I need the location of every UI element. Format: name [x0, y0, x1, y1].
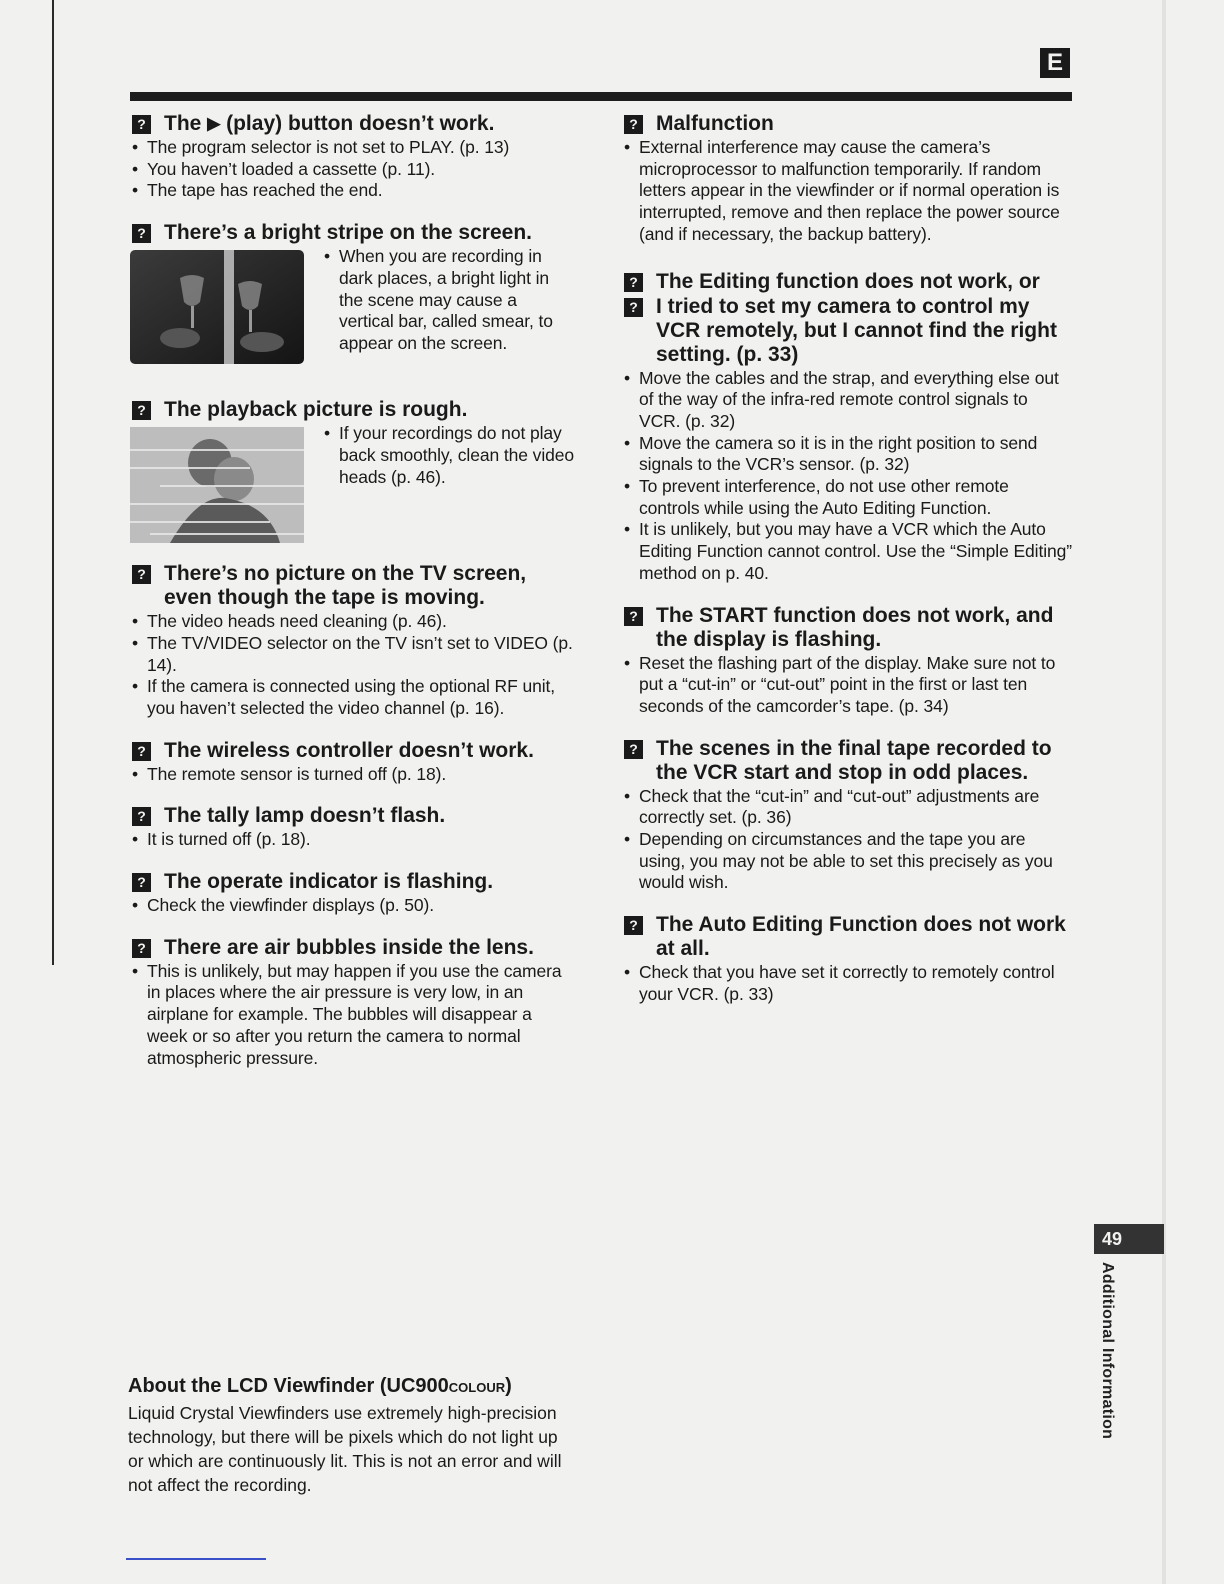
section-heading [130, 112, 575, 136]
scan-edge [52, 0, 54, 965]
heading-text: There’s a bright stripe on the screen. [164, 221, 532, 245]
bullet-list [622, 786, 1072, 895]
section-play-button [130, 112, 575, 202]
bullet-item: • To prevent interference, do not use other remote controls while using the Auto Editing Function. [622, 476, 1072, 519]
right-column [622, 112, 1072, 1025]
play-triangle-icon: ▶ [207, 114, 221, 133]
bullet-list [322, 246, 575, 355]
section-heading [622, 270, 1072, 294]
bullet-item: • The remote sensor is turned off (p. 18). [130, 764, 575, 786]
question-box-icon: ? [132, 224, 151, 243]
bullet-item: • You haven’t loaded a cassette (p. 11). [130, 159, 575, 181]
question-box-icon: ? [132, 742, 151, 761]
bullet-list [130, 764, 575, 786]
language-badge: E [1040, 48, 1070, 78]
bullet-item: • The TV/VIDEO selector on the TV isn’t set to VIDEO (p. 14). [130, 633, 575, 676]
section-bright-stripe [130, 221, 575, 364]
question-box-icon: ? [624, 273, 643, 292]
section-start-function [622, 604, 1072, 718]
heading-text: The playback picture is rough. [164, 398, 468, 422]
section-heading [130, 804, 575, 828]
question-box-icon: ? [624, 607, 643, 626]
question-box-icon: ? [132, 939, 151, 958]
bullet-item: • Check that you have set it correctly to remotely control your VCR. (p. 33) [622, 962, 1072, 1005]
bullet-item: • The program selector is not set to PLAY. (p. 13) [130, 137, 575, 159]
bullet-list [622, 962, 1072, 1005]
bullet-item: • The tape has reached the end. [130, 180, 575, 202]
section-heading [622, 737, 1072, 785]
section-wireless-controller [130, 739, 575, 786]
bullet-list [130, 895, 575, 917]
section-heading [622, 604, 1072, 652]
heading-text: The START function does not work, and the display is flashing. [656, 603, 1054, 651]
bullet-item: • The video heads need cleaning (p. 46). [130, 611, 575, 633]
heading-text: I tried to set my camera to control my VCR remotely, but I cannot find the right setting. (p. 33) [656, 294, 1057, 366]
section-heading [130, 221, 575, 245]
section-auto-editing [622, 913, 1072, 1005]
section-heading [130, 398, 575, 422]
section-heading [130, 562, 575, 610]
bullet-item: • Move the cables and the strap, and everything else out of the way of the infra-red remote control signals to VCR. (p. 32) [622, 368, 1072, 433]
question-box-icon: ? [624, 740, 643, 759]
heading-text: There’s no picture on the TV screen, even though the tape is moving. [164, 562, 527, 610]
smear-example-photo [130, 250, 304, 364]
heading-text: The scenes in the final tape recorded to the VCR start and stop in odd places. [656, 736, 1052, 784]
section-operate-indicator [130, 870, 575, 917]
bullet-item: • When you are recording in dark places, a bright light in the scene may cause a vertical bar, called smear, to appear on the screen. [322, 246, 575, 355]
heading-text: The Auto Editing Function does not work at all. [656, 913, 1066, 961]
section-side-label: Additional Information [1099, 1262, 1116, 1440]
scan-edge-right [1162, 0, 1166, 1584]
bullet-list [322, 423, 575, 488]
header-rule [130, 92, 1072, 101]
bullet-list [622, 137, 1072, 246]
bullet-item: • External interference may cause the camera’s microprocessor to malfunction temporarily. If random letters appear in the viewfinder or if normal operation is interrupted, remove and then replace the power source (and if necessary, the backup battery). [622, 137, 1072, 246]
about-body: Liquid Crystal Viewfinders use extremely high-precision technology, but there will be pixels which do not light up or which are continuously lit. This is not an error and will not affect the recording. [128, 1403, 562, 1495]
bullet-list [130, 961, 575, 1070]
heading-text: The tally lamp doesn’t flash. [164, 804, 446, 828]
question-box-icon: ? [132, 873, 151, 892]
bullet-item: • It is turned off (p. 18). [130, 829, 575, 851]
bullet-item: • If your recordings do not play back smoothly, clean the video heads (p. 46). [322, 423, 575, 488]
bullet-item: • Depending on circumstances and the tape you are using, you may not be able to set this precisely as you would wish. [622, 829, 1072, 894]
section-heading [130, 739, 575, 763]
heading-text: There are air bubbles inside the lens. [164, 935, 534, 959]
bullet-item: • Move the camera so it is in the right position to send signals to the VCR’s sensor. (p. 32) [622, 433, 1072, 476]
section-heading [622, 913, 1072, 961]
bullet-item: • Check the viewfinder displays (p. 50). [130, 895, 575, 917]
question-box-icon: ? [624, 115, 643, 134]
section-heading [130, 936, 575, 960]
bullet-item: • If the camera is connected using the optional RF unit, you haven’t selected the video channel (p. 16). [130, 676, 575, 719]
left-column [130, 112, 575, 1088]
section-malfunction [622, 112, 1072, 246]
question-box-icon: ? [132, 115, 151, 134]
section-heading [130, 870, 575, 894]
section-heading [622, 295, 1072, 367]
section-no-picture [130, 562, 575, 720]
bullet-item: • Check that the “cut-in” and “cut-out” adjustments are correctly set. (p. 36) [622, 786, 1072, 829]
section-tally-lamp [130, 804, 575, 851]
bullet-item: • Reset the flashing part of the display. Make sure not to put a “cut-in” or “cut-out” point in the first or last ten seconds of the camcorder’s tape. (p. 34) [622, 653, 1072, 718]
section-editing-function [622, 270, 1072, 585]
question-box-icon: ? [624, 916, 643, 935]
bullet-item: • It is unlikely, but you may have a VCR which the Auto Editing Function cannot control. Use the “Simple Editing” method on p. 40. [622, 519, 1072, 584]
bullet-list [622, 653, 1072, 718]
bullet-list [622, 368, 1072, 585]
page-number: 49 [1094, 1224, 1164, 1254]
question-box-icon: ? [132, 565, 151, 584]
heading-text: The wireless controller doesn’t work. [164, 738, 534, 762]
bullet-list [130, 611, 575, 720]
footer-link-underline [126, 1558, 266, 1560]
rough-playback-photo [130, 427, 304, 543]
bullet-list [130, 829, 575, 851]
about-title: About the LCD Viewfinder (UC900COLOUR) [128, 1375, 512, 1397]
bullet-item: • This is unlikely, but may happen if you use the camera in places where the air pressure is very low, in an airplane for example. The bubbles will disappear a week or so after you return the camera to normal atmospheric pressure. [130, 961, 575, 1070]
heading-text: The Editing function does not work, or [656, 269, 1040, 293]
bullet-list [130, 137, 575, 202]
heading-text: (play) button doesn’t work. [226, 112, 495, 135]
question-box-icon: ? [132, 401, 151, 420]
section-scenes-odd-places [622, 737, 1072, 895]
heading-text: The operate indicator is flashing. [164, 870, 494, 894]
question-box-icon: ? [132, 807, 151, 826]
section-heading [622, 112, 1072, 136]
about-lcd-note [128, 1373, 578, 1497]
heading-text: The [164, 112, 202, 135]
section-playback-rough [130, 398, 575, 543]
question-box-icon: ? [624, 298, 643, 317]
section-air-bubbles [130, 936, 575, 1070]
heading-text: Malfunction [656, 112, 774, 135]
